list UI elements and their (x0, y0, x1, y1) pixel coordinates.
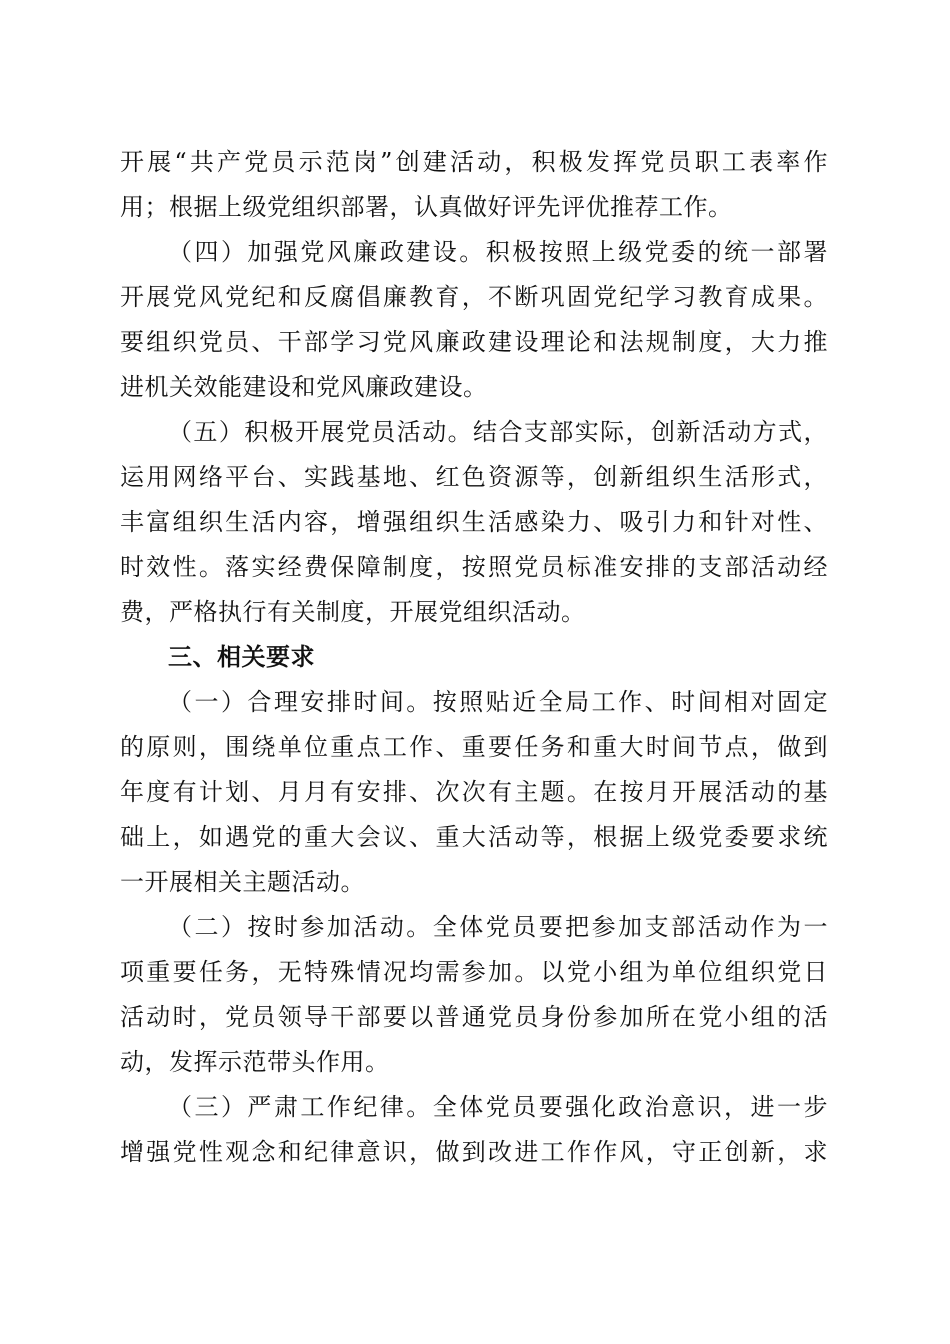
text-line: 丰富组织生活内容，增强组织生活感染力、吸引力和针对性、 (120, 508, 828, 536)
requirement-three-line: （三）严肃工作纪律。全体党员要强化政治意识，进一步 (168, 1093, 828, 1121)
section-five-line: （五）积极开展党员活动。结合支部实际，创新活动方式， (168, 418, 828, 446)
text-line: 要组织党员、干部学习党风廉政建设理论和法规制度，大力推 (120, 328, 828, 356)
text-line: 项重要任务，无特殊情况均需参加。以党小组为单位组织党日 (120, 958, 828, 986)
section-heading: 三、相关要求 (168, 643, 315, 671)
text-line: 进机关效能建设和党风廉政建设。 (120, 373, 488, 401)
document-body (120, 140, 828, 1175)
section-four-line: （四）加强党风廉政建设。积极按照上级党委的统一部署 (168, 238, 828, 266)
text-line: 开展党风党纪和反腐倡廉教育，不断巩固党纪学习教育成果。 (120, 283, 828, 311)
text-line: 费，严格执行有关制度，开展党组织活动。 (120, 598, 586, 626)
text-line: 的原则，围绕单位重点工作、重要任务和重大时间节点，做到 (120, 733, 828, 761)
text-line: 活动时，党员领导干部要以普通党员身份参加所在党小组的活 (120, 1003, 828, 1031)
requirement-one-line: （一）合理安排时间。按照贴近全局工作、时间相对固定 (168, 688, 828, 716)
text-line: 开展“共产党员示范岗”创建活动，积极发挥党员职工表率作 (120, 148, 828, 176)
text-line: 时效性。落实经费保障制度，按照党员标准安排的支部活动经 (120, 553, 828, 581)
text-line: 础上，如遇党的重大会议、重大活动等，根据上级党委要求统 (120, 823, 828, 851)
text-line: 增强党性观念和纪律意识，做到改进工作作风，守正创新，求 (120, 1138, 828, 1166)
text-line: 用；根据上级党组织部署，认真做好评先评优推荐工作。 (120, 193, 733, 221)
requirement-two-line: （二）按时参加活动。全体党员要把参加支部活动作为一 (168, 913, 828, 941)
text-line: 年度有计划、月月有安排、次次有主题。在按月开展活动的基 (120, 778, 828, 806)
text-line: 运用网络平台、实践基地、红色资源等，创新组织生活形式， (120, 463, 828, 491)
text-line: 一开展相关主题活动。 (120, 868, 365, 896)
text-line: 动，发挥示范带头作用。 (120, 1048, 390, 1076)
